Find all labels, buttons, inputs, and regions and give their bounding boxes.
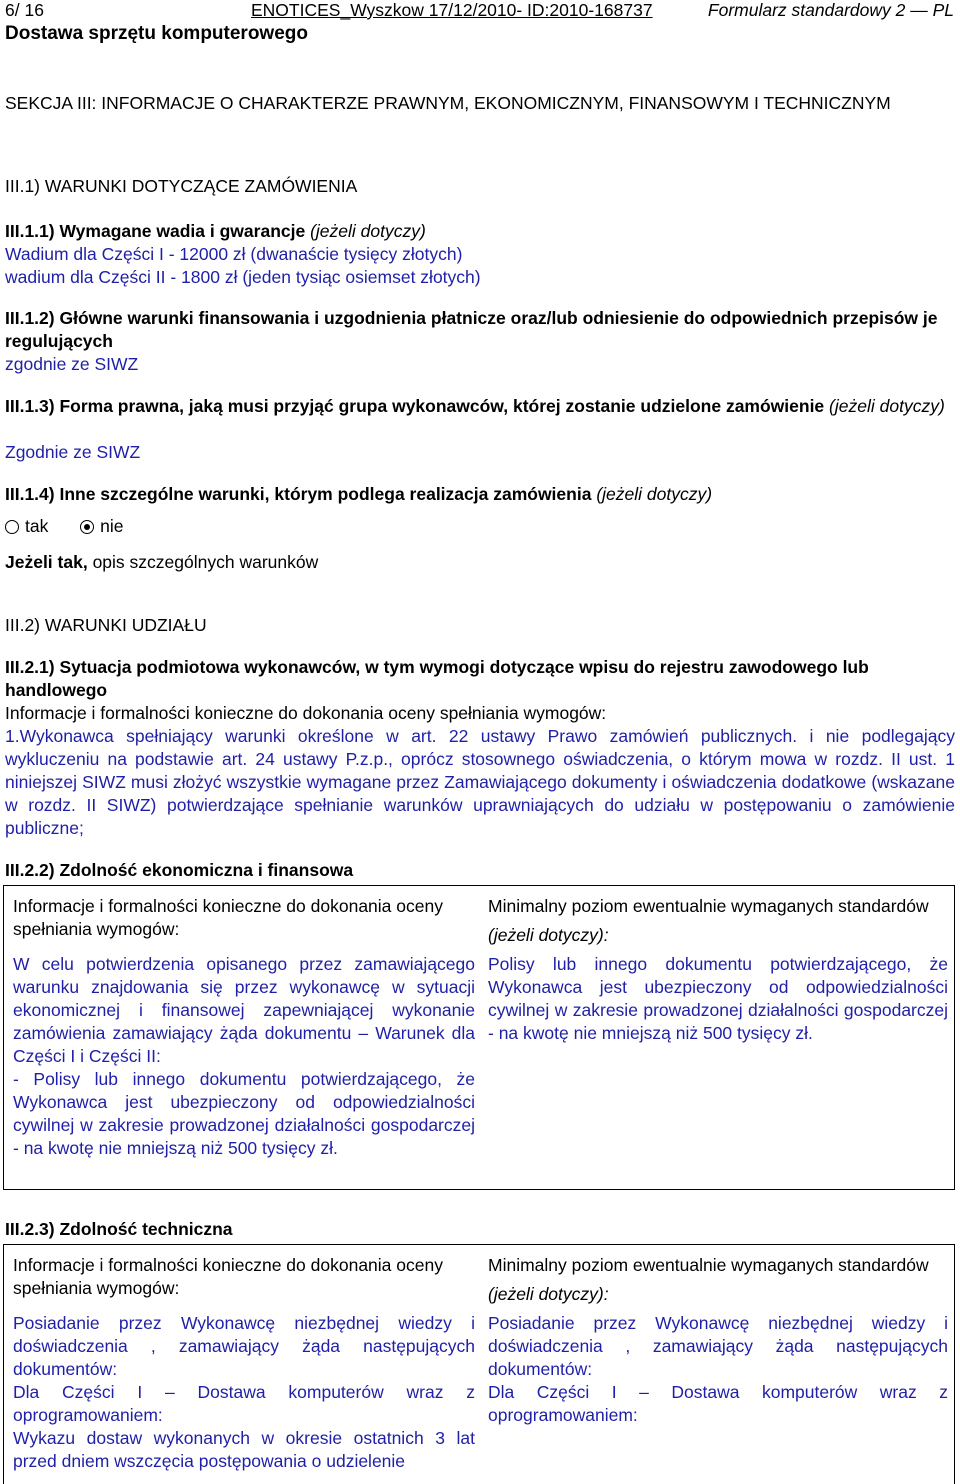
left-text2-iii-2-3: Dla Części I – Dostawa komputerów wraz z oprogramowaniem: xyxy=(13,1382,475,1425)
right-text2-iii-2-3: Dla Części I – Dostawa komputerów wraz z oprogramowaniem: xyxy=(488,1382,948,1425)
right-column-iii-2-3 xyxy=(488,1254,948,1427)
value-iii-1-2: zgodnie ze SIWZ xyxy=(5,354,139,374)
heading-iii-1-1-note: (jeżeli dotyczy) xyxy=(310,221,426,241)
radio-tak-label: tak xyxy=(25,516,49,536)
right-text-iii-2-3: Posiadanie przez Wykonawcę niezbędnej wiedzy i doświadczenia , zamawiający żąda następujących dokumentów: xyxy=(488,1313,948,1379)
right-note-iii-2-2: (jeżeli dotyczy): xyxy=(488,925,609,945)
radio-tak[interactable] xyxy=(5,520,19,534)
heading-iii-2-2: III.2.2) Zdolność ekonomiczna i finansowa xyxy=(5,860,354,880)
heading-iii-1: III.1) WARUNKI DOTYCZĄCE ZAMÓWIENIA xyxy=(5,176,358,196)
form-name: Formularz standardowy 2 — PL xyxy=(707,0,954,20)
heading-iii-1-4-note: (jeżeli dotyczy) xyxy=(596,484,713,504)
heading-iii-2: III.2) WARUNKI UDZIAŁU xyxy=(5,615,207,635)
left-column-iii-2-2 xyxy=(13,895,475,1160)
right-text-iii-2-2: Polisy lub innego dokumentu potwierdzającego, że Wykonawca jest ubezpieczony od odpowiedzialności cywilnej w zakresie prowadzonej działalności gospodarczej - na kwotę nie mniejszą niż 500 tysięcy zł. xyxy=(488,954,948,1043)
info-iii-2-1: Informacje i formalności konieczne do dokonania oceny spełniania wymogów: xyxy=(5,703,607,723)
special-conditions-bold: Jeżeli tak, xyxy=(5,552,88,572)
special-conditions-rest: opis szczególnych warunków xyxy=(92,552,319,572)
radio-nie[interactable] xyxy=(80,520,94,534)
heading-iii-1-2: III.1.2) Główne warunki finansowania i uzgodnienia płatnicze oraz/lub odniesienie do odpowiednich przepisów je regulujących xyxy=(5,308,938,351)
wadium-line-1: Wadium dla Części I - 12000 zł (dwanaście tysięcy złotych) xyxy=(5,244,463,264)
heading-iii-2-3: III.2.3) Zdolność techniczna xyxy=(5,1219,233,1239)
special-conditions-label xyxy=(5,551,318,573)
radio-group xyxy=(5,515,123,537)
heading-iii-1-4-title: III.1.4) Inne szczególne warunki, którym podlega realizacja zamówienia xyxy=(5,484,592,504)
right-column-iii-2-2 xyxy=(488,895,948,1045)
right-note-iii-2-3: (jeżeli dotyczy): xyxy=(488,1284,609,1304)
heading-iii-1-3-title: III.1.3) Forma prawna, jaką musi przyjąć grupa wykonawców, której zostanie udzielone zamówienie xyxy=(5,396,825,416)
left-text2-iii-2-2: - Polisy lub innego dokumentu potwierdzającego, że Wykonawca jest ubezpieczony od odpowiedzialności cywilnej w zakresie prowadzonej działalności gospodarczej - na kwotę nie mniejszą niż 500 tysięcy zł. xyxy=(13,1069,475,1158)
text-iii-2-1: 1.Wykonawca spełniający warunki określone w art. 22 ustawy Prawo zamówień publicznych. i nie podlegający wykluczeniu na podstawie art. 24 ustawy P.z.p., oprócz stosownego oświadczenia, o którym mowa w rozdz. II ust. 1 niniejszej SIWZ musi złożyć wszystkie wymagane przez Zamawiającego dokumenty i oświadczenia dodatkowe (wskazane w rozdz. II SIWZ) potwierdzające spełnianie warunków uprawniających do udziału w postępowaniu o zamówienie publiczne; xyxy=(5,726,955,838)
value-iii-1-3: Zgodnie ze SIWZ xyxy=(5,442,141,462)
table-iii-2-2 xyxy=(3,885,955,1190)
heading-iii-2-1: III.2.1) Sytuacja podmiotowa wykonawców, w tym wymogi dotyczące wpisu do rejestru zawodowego lub handlowego xyxy=(5,657,869,700)
right-head-iii-2-2: Minimalny poziom ewentualnie wymaganych standardów xyxy=(488,896,929,916)
heading-iii-1-1-title: III.1.1) Wymagane wadia i gwarancje xyxy=(5,221,306,241)
heading-iii-1-4 xyxy=(5,483,712,505)
heading-iii-1-3 xyxy=(5,395,955,418)
radio-nie-label: nie xyxy=(100,516,124,536)
page-header xyxy=(5,0,954,24)
wadium-line-2: wadium dla Części II - 1800 zł (jeden tysiąc osiemset złotych) xyxy=(5,267,481,287)
section-title: SEKCJA III: INFORMACJE O CHARAKTERZE PRAWNYM, EKONOMICZNYM, FINANSOWYM I TECHNICZNYM xyxy=(5,93,891,113)
heading-iii-1-1 xyxy=(5,220,426,242)
left-head-iii-2-2: Informacje i formalności konieczne do dokonania oceny spełniania wymogów: xyxy=(13,896,443,939)
left-head-iii-2-3: Informacje i formalności konieczne do dokonania oceny spełniania wymogów: xyxy=(13,1255,443,1298)
right-head-iii-2-3: Minimalny poziom ewentualnie wymaganych standardów xyxy=(488,1255,929,1275)
left-text-iii-2-2: W celu potwierdzenia opisanego przez zamawiającego warunku znajdowania się przez wykonawcę w sytuacji ekonomicznej i finansowej zapewniającej wykonanie zamówienia zamawiający żąda dokumentu – Warunek dla Części I i Części II: xyxy=(13,954,475,1066)
left-text3-iii-2-3: Wykazu dostaw wykonanych w okresie ostatnich 3 lat przed dniem wszczęcia postępowania o udzielenie xyxy=(13,1428,475,1471)
page-number: 6/ 16 xyxy=(5,0,44,20)
left-text-iii-2-3: Posiadanie przez Wykonawcę niezbędnej wiedzy i doświadczenia , zamawiający żąda następujących dokumentów: xyxy=(13,1313,475,1379)
document-title: Dostawa sprzętu komputerowego xyxy=(5,23,308,44)
table-iii-2-3 xyxy=(3,1244,955,1484)
notice-id-link[interactable]: ENOTICES_Wyszkow 17/12/2010- ID:2010-168737 xyxy=(251,0,653,20)
left-column-iii-2-3 xyxy=(13,1254,475,1473)
heading-iii-1-3-note: (jeżeli dotyczy) xyxy=(829,396,945,416)
